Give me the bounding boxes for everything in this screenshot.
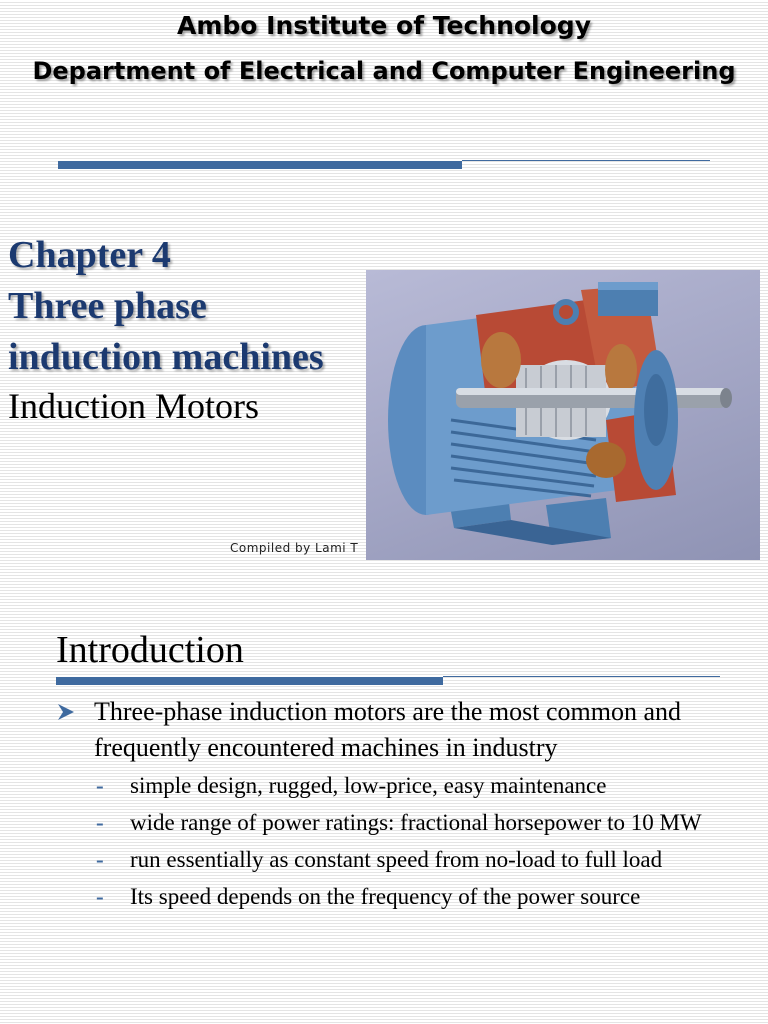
sub-list-item xyxy=(94,807,736,838)
chapter-title-line-2: induction machines xyxy=(8,336,324,378)
chapter-heading xyxy=(8,230,368,383)
chapter-title-line-1: Three phase xyxy=(8,285,207,327)
sub-item-text: run essentially as constant speed from no-load to full load xyxy=(130,847,663,872)
department-name: Department of Electrical and Computer Engineering xyxy=(32,57,736,85)
dash-marker: - xyxy=(96,884,104,909)
institute-name: Ambo Institute of Technology xyxy=(176,11,591,40)
dash-marker: - xyxy=(96,773,104,798)
sub-list-item xyxy=(94,770,736,801)
chapter-number: Chapter 4 xyxy=(8,234,171,276)
slide-subtitle: Induction Motors xyxy=(8,386,259,426)
introduction-slide xyxy=(0,590,768,1024)
dash-marker: - xyxy=(96,847,104,872)
header-rule-thin xyxy=(462,160,710,161)
sub-item-text: simple design, rugged, low-price, easy maintenance xyxy=(130,773,607,798)
author-credit: Compiled by Lami T xyxy=(230,541,359,555)
arrow-bullet-icon xyxy=(56,702,76,722)
bullet-list xyxy=(56,694,736,918)
sub-item-text: Its speed depends on the frequency of the power source xyxy=(130,884,641,909)
list-item xyxy=(56,694,736,912)
introduction-title: Introduction xyxy=(56,629,244,671)
header-rule-thick xyxy=(58,161,462,169)
sub-list xyxy=(94,770,736,912)
bullet-text: Three-phase induction motors are the most common and frequently encountered machines in industry xyxy=(94,697,682,762)
sub-list-item xyxy=(94,844,736,875)
intro-rule-thick xyxy=(56,677,443,685)
sub-item-text: wide range of power ratings: fractional horsepower to 10 MW xyxy=(130,810,702,835)
sub-list-item xyxy=(94,881,736,912)
induction-motor-cutaway-image xyxy=(366,270,760,560)
dash-marker: - xyxy=(96,810,104,835)
intro-rule-thin xyxy=(443,676,720,677)
